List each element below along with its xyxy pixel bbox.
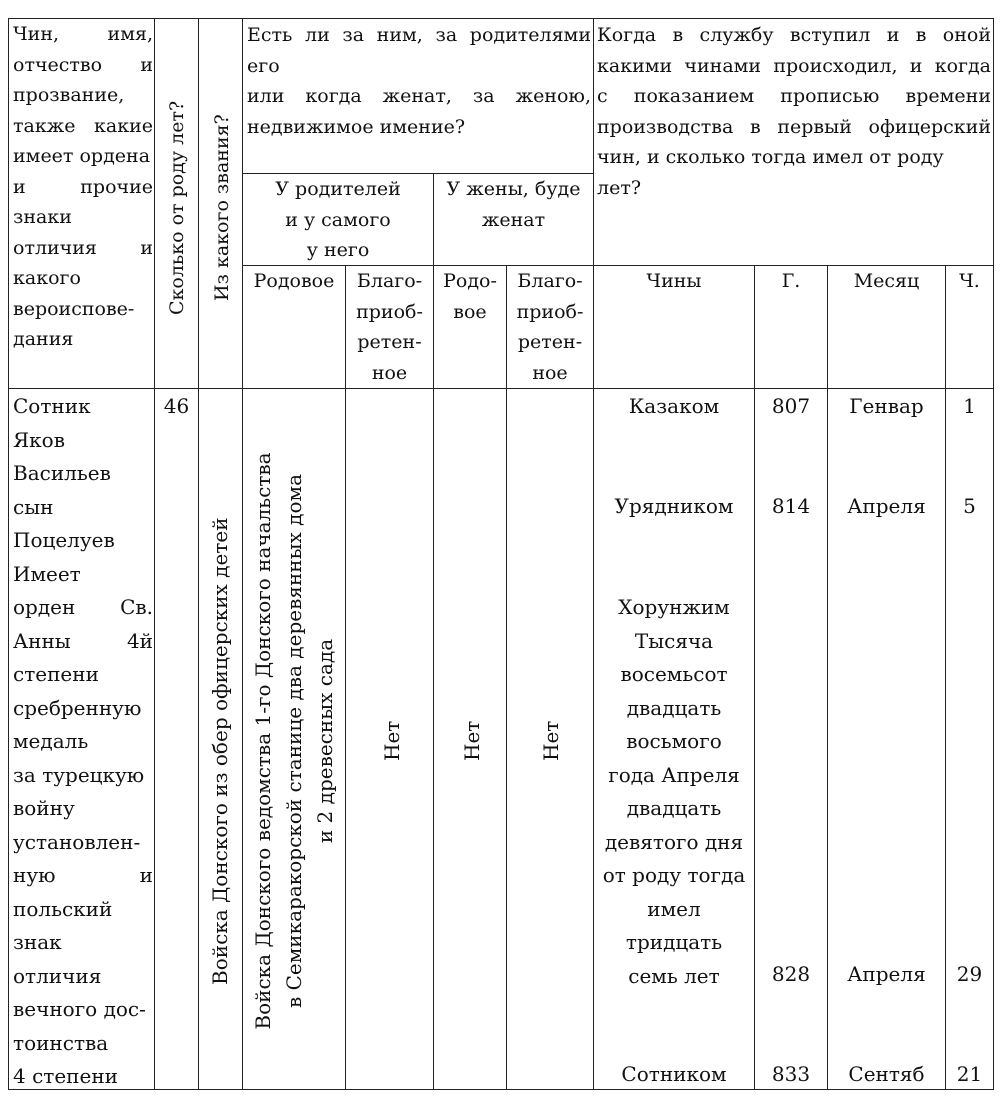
header-name-line: Чин, имя, <box>13 23 153 45</box>
rank-khorunzhiy-line: семь лет <box>628 963 720 988</box>
record-name-line: вечного дос- <box>13 997 146 1021</box>
subheader-month: Месяц <box>853 270 920 292</box>
record-name-cell <box>8 388 155 1090</box>
header-parents-cell <box>242 173 434 266</box>
subheader-year: Г. <box>781 270 801 292</box>
header-name-line: отчество и <box>13 53 153 76</box>
header-name-line: знаки <box>13 206 72 228</box>
record-name-line: установлен- <box>13 829 141 854</box>
header-name-line: дания <box>13 328 74 350</box>
record-name-line: орден Св. <box>13 595 153 619</box>
record-wife-ancestral-cell <box>433 388 507 1090</box>
rank-khorunzhiy-line: имел <box>647 896 701 921</box>
rank-month: Апреля <box>847 494 926 518</box>
record-name-line: 4 степени <box>13 1064 119 1088</box>
record-parents-acquired-cell <box>345 388 434 1090</box>
record-name-line: Сотник <box>13 394 91 418</box>
record-parents-estate-line: и 2 древесных сада <box>313 638 337 844</box>
header-name-line: имеет ордена <box>13 145 151 167</box>
record-name-line: Анны 4й <box>13 628 153 653</box>
subheader-year-cell <box>754 265 828 389</box>
rank-khorunzhiy-line: восьмого <box>626 729 722 753</box>
header-estate-line: Есть ли за ним, за родителями его <box>247 24 591 77</box>
rank-day: 29 <box>956 962 983 986</box>
header-service-line: Когда в службу вступил и в оной <box>597 24 991 46</box>
header-service-cell <box>593 18 994 266</box>
subheader-rodo-line: вое <box>453 300 487 323</box>
rank-month: Генвар <box>849 394 924 418</box>
record-wife-ancestral: Нет <box>460 720 484 761</box>
rank-khorunzhiy-line: тридцать <box>625 930 723 954</box>
rank-day: 5 <box>963 494 976 518</box>
record-origin: Войска Донского из обер офицерских детей <box>208 517 232 985</box>
header-service-line: чин, и сколько тогда имел от роду лет? <box>597 146 944 199</box>
rank-day: 21 <box>956 1062 983 1086</box>
header-age-cell <box>154 18 199 389</box>
rank-year: 807 <box>771 394 811 418</box>
header-wife-line: женат <box>481 208 546 231</box>
record-parents-acquired: Нет <box>380 720 404 761</box>
record-wife-acquired: Нет <box>539 720 563 761</box>
header-name-line: также какие <box>13 114 153 137</box>
header-name-line: вероиспове- <box>13 297 135 320</box>
subheader-blago2-cell <box>506 265 594 389</box>
header-age-label: Сколько от роду лет? <box>166 100 188 315</box>
record-years-cell <box>754 388 828 1090</box>
record-name-line: войну <box>13 796 75 820</box>
record-name-line: Васильев <box>13 461 111 485</box>
record-name-line: медаль <box>13 729 89 753</box>
header-name-cell <box>8 18 155 389</box>
header-name-line: отличия и <box>13 236 153 259</box>
subheader-blago-line: ретен- <box>357 331 422 353</box>
record-name-line: за турецкую <box>13 762 145 787</box>
rank-khorunzhiy-line: двадцать <box>626 695 722 720</box>
record-origin-cell <box>198 388 243 1090</box>
record-ranks-cell <box>593 388 755 1090</box>
rank-uryadnik: Урядником <box>614 494 734 518</box>
record-name-line: ную и <box>13 863 153 887</box>
subheader-blago-line: ное <box>371 361 408 384</box>
rank-khorunzhiy-line: Хорунжим <box>618 595 730 619</box>
header-parents-line: У родителей <box>275 178 401 200</box>
header-parents-line: у него <box>306 239 370 261</box>
subheader-blago-line: приоб- <box>356 300 423 323</box>
subheader-blago-line: Благо- <box>356 270 423 292</box>
subheader-rodovoe: Родовое <box>253 270 335 292</box>
rank-khorunzhiy-line: Тысяча <box>634 628 714 653</box>
header-estate-cell <box>242 18 594 174</box>
header-name-line: и прочие <box>13 175 153 198</box>
record-name-line: знак <box>13 930 62 954</box>
header-estate-line: недвижимое имение? <box>247 115 466 138</box>
header-origin-cell <box>198 18 243 389</box>
record-name-line: сребренную <box>13 695 142 720</box>
record-parents-estate-cell <box>242 388 346 1090</box>
header-estate-line: или когда женат, за женою, <box>247 85 591 107</box>
subheader-blago2-line: Благо- <box>517 270 583 292</box>
record-name-line: Яков <box>13 427 65 452</box>
record-name-line: отличия <box>13 963 102 988</box>
record-days-cell <box>945 388 994 1090</box>
subheader-blago2-line: ное <box>532 361 568 384</box>
subheader-month-cell <box>827 265 946 389</box>
rank-sotnik: Сотником <box>621 1062 727 1086</box>
record-name-line: Поцелуев <box>13 528 115 552</box>
rank-khorunzhiy-line: восемьсот <box>620 662 728 686</box>
record-age-cell <box>154 388 199 1090</box>
service-record-table <box>8 18 994 1090</box>
rank-khorunzhiy-line: года Апреля <box>608 762 740 787</box>
rank-year: 828 <box>771 962 811 986</box>
rank-month: Сентяб <box>848 1062 925 1086</box>
header-parents-line: и у самого <box>285 208 391 231</box>
rank-day: 1 <box>963 394 976 418</box>
header-name-line: какого <box>13 267 81 289</box>
subheader-chiny: Чины <box>646 270 702 292</box>
record-age: 46 <box>163 394 190 418</box>
subheader-rodovoe-cell <box>242 265 346 389</box>
subheader-day: Ч. <box>959 270 980 292</box>
record-wife-acquired-cell <box>506 388 594 1090</box>
header-service-line: какими чинами происходил, и когда <box>597 54 991 77</box>
rank-year: 814 <box>771 494 811 518</box>
header-wife-line: У жены, буде <box>446 178 581 200</box>
header-origin-label: Из какого звания? <box>211 114 233 301</box>
subheader-blago-cell <box>345 265 434 389</box>
record-months-cell <box>827 388 946 1090</box>
header-service-line: с показанием прописью времени <box>597 85 991 107</box>
record-parents-estate-line: Войска Донского ведомства 1-го Донского начальства <box>251 452 275 1030</box>
rank-year: 833 <box>771 1062 811 1086</box>
rank-cossack: Казаком <box>628 394 720 418</box>
record-name-line: степени <box>13 662 99 686</box>
subheader-blago2-line: ретен- <box>517 331 583 353</box>
record-name-line: тоинства <box>13 1030 109 1055</box>
subheader-rodo-line: Родо- <box>443 270 497 292</box>
rank-month: Апреля <box>847 962 926 986</box>
subheader-day-cell <box>945 265 994 389</box>
subheader-rodo-cell <box>433 265 507 389</box>
record-name-line: Имеет <box>13 561 81 586</box>
subheader-blago2-line: приоб- <box>516 300 584 323</box>
rank-khorunzhiy-line: девятого дня <box>604 829 744 854</box>
header-name-line: прозвание, <box>13 84 125 106</box>
rank-khorunzhiy-line: двадцать <box>626 796 722 820</box>
record-name-line: польский <box>13 896 113 921</box>
record-parents-estate-line: в Семикаракорской станице два деревянных дома <box>282 473 306 1009</box>
header-wife-cell <box>433 173 594 266</box>
subheader-chiny-cell <box>593 265 755 389</box>
record-name-line: сын <box>13 494 54 519</box>
header-service-line: производства в первый офицерский <box>597 115 991 138</box>
rank-khorunzhiy-line: от роду тогда <box>602 863 746 887</box>
